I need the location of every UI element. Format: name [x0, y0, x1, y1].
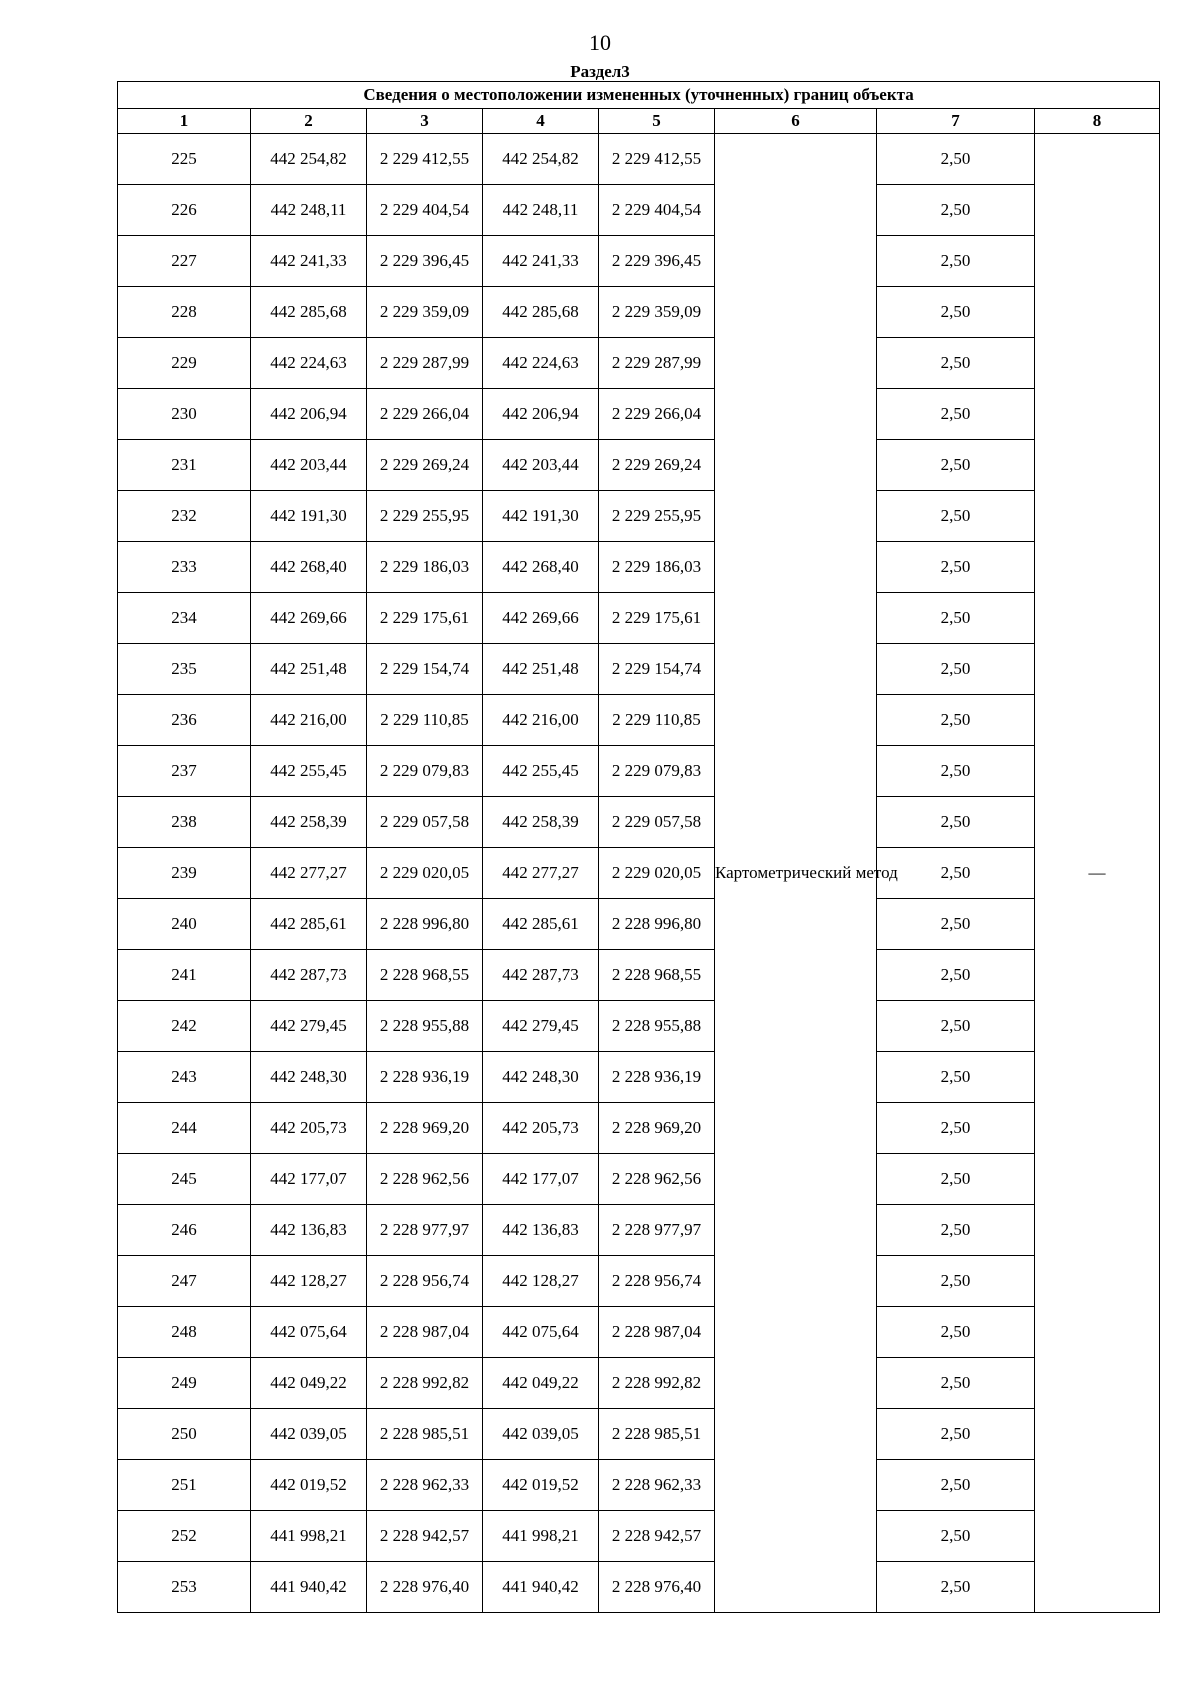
- table-row: [118, 1511, 1160, 1562]
- point-number-cell: 247: [118, 1256, 251, 1307]
- point-number-cell: 237: [118, 746, 251, 797]
- x-existing-cell: 442 205,73: [251, 1103, 367, 1154]
- boundary-coordinates-table: [117, 81, 1160, 1613]
- column-number-row: [118, 109, 1160, 134]
- table-row: [118, 1052, 1160, 1103]
- y-refined-cell: 2 229 175,61: [599, 593, 715, 644]
- table-row: [118, 746, 1160, 797]
- y-refined-cell: 2 228 936,19: [599, 1052, 715, 1103]
- y-refined-cell: 2 229 266,04: [599, 389, 715, 440]
- table-row: [118, 1103, 1160, 1154]
- note-cell: —: [1035, 134, 1160, 1613]
- y-existing-cell: 2 229 396,45: [367, 236, 483, 287]
- y-existing-cell: 2 228 992,82: [367, 1358, 483, 1409]
- column-header-6: 6: [715, 109, 877, 134]
- x-refined-cell: 442 049,22: [483, 1358, 599, 1409]
- x-refined-cell: 442 075,64: [483, 1307, 599, 1358]
- table-row: [118, 1256, 1160, 1307]
- table-row: [118, 695, 1160, 746]
- point-number-cell: 233: [118, 542, 251, 593]
- table-row: [118, 440, 1160, 491]
- y-refined-cell: 2 229 255,95: [599, 491, 715, 542]
- y-refined-cell: 2 228 962,56: [599, 1154, 715, 1205]
- point-number-cell: 250: [118, 1409, 251, 1460]
- precision-cell: 2,50: [877, 950, 1035, 1001]
- x-refined-cell: 441 940,42: [483, 1562, 599, 1613]
- point-number-cell: 238: [118, 797, 251, 848]
- precision-cell: 2,50: [877, 338, 1035, 389]
- point-number-cell: 232: [118, 491, 251, 542]
- point-number-cell: 251: [118, 1460, 251, 1511]
- x-existing-cell: 442 258,39: [251, 797, 367, 848]
- precision-cell: 2,50: [877, 1205, 1035, 1256]
- precision-cell: 2,50: [877, 1460, 1035, 1511]
- x-existing-cell: 441 940,42: [251, 1562, 367, 1613]
- x-existing-cell: 442 277,27: [251, 848, 367, 899]
- y-existing-cell: 2 229 359,09: [367, 287, 483, 338]
- point-number-cell: 225: [118, 134, 251, 185]
- precision-cell: 2,50: [877, 746, 1035, 797]
- precision-cell: 2,50: [877, 236, 1035, 287]
- x-refined-cell: 442 285,68: [483, 287, 599, 338]
- precision-cell: 2,50: [877, 593, 1035, 644]
- x-refined-cell: 442 279,45: [483, 1001, 599, 1052]
- table-row: [118, 644, 1160, 695]
- precision-cell: 2,50: [877, 1562, 1035, 1613]
- y-refined-cell: 2 228 977,97: [599, 1205, 715, 1256]
- point-number-cell: 229: [118, 338, 251, 389]
- precision-cell: 2,50: [877, 440, 1035, 491]
- y-existing-cell: 2 229 079,83: [367, 746, 483, 797]
- column-header-8: 8: [1035, 109, 1160, 134]
- y-refined-cell: 2 229 079,83: [599, 746, 715, 797]
- y-existing-cell: 2 228 977,97: [367, 1205, 483, 1256]
- precision-cell: 2,50: [877, 1001, 1035, 1052]
- table-row: [118, 1409, 1160, 1460]
- y-existing-cell: 2 229 110,85: [367, 695, 483, 746]
- point-number-cell: 244: [118, 1103, 251, 1154]
- point-number-cell: 230: [118, 389, 251, 440]
- column-header-2: 2: [251, 109, 367, 134]
- x-refined-cell: 442 136,83: [483, 1205, 599, 1256]
- y-existing-cell: 2 228 962,33: [367, 1460, 483, 1511]
- x-refined-cell: 442 039,05: [483, 1409, 599, 1460]
- precision-cell: 2,50: [877, 797, 1035, 848]
- point-number-cell: 226: [118, 185, 251, 236]
- table-row: [118, 389, 1160, 440]
- column-header-5: 5: [599, 109, 715, 134]
- x-refined-cell: 442 203,44: [483, 440, 599, 491]
- table-row: [118, 848, 1160, 899]
- precision-cell: 2,50: [877, 899, 1035, 950]
- table-row: [118, 134, 1160, 185]
- table-row: [118, 287, 1160, 338]
- table-caption: Сведения о местоположении измененных (уточненных) границ объекта: [118, 82, 1160, 109]
- y-refined-cell: 2 228 942,57: [599, 1511, 715, 1562]
- point-number-cell: 253: [118, 1562, 251, 1613]
- x-existing-cell: 442 136,83: [251, 1205, 367, 1256]
- x-existing-cell: 442 248,11: [251, 185, 367, 236]
- x-existing-cell: 442 075,64: [251, 1307, 367, 1358]
- x-existing-cell: 442 019,52: [251, 1460, 367, 1511]
- y-refined-cell: 2 228 985,51: [599, 1409, 715, 1460]
- y-refined-cell: 2 228 968,55: [599, 950, 715, 1001]
- point-number-cell: 246: [118, 1205, 251, 1256]
- y-existing-cell: 2 228 996,80: [367, 899, 483, 950]
- y-refined-cell: 2 228 992,82: [599, 1358, 715, 1409]
- x-refined-cell: 441 998,21: [483, 1511, 599, 1562]
- point-number-cell: 240: [118, 899, 251, 950]
- y-existing-cell: 2 229 404,54: [367, 185, 483, 236]
- precision-cell: 2,50: [877, 1154, 1035, 1205]
- precision-cell: 2,50: [877, 1511, 1035, 1562]
- x-refined-cell: 442 191,30: [483, 491, 599, 542]
- point-number-cell: 236: [118, 695, 251, 746]
- precision-cell: 2,50: [877, 644, 1035, 695]
- y-existing-cell: 2 229 154,74: [367, 644, 483, 695]
- x-refined-cell: 442 277,27: [483, 848, 599, 899]
- y-existing-cell: 2 229 269,24: [367, 440, 483, 491]
- y-refined-cell: 2 228 955,88: [599, 1001, 715, 1052]
- x-refined-cell: 442 019,52: [483, 1460, 599, 1511]
- x-existing-cell: 442 251,48: [251, 644, 367, 695]
- precision-cell: 2,50: [877, 1256, 1035, 1307]
- y-refined-cell: 2 229 269,24: [599, 440, 715, 491]
- table-row: [118, 185, 1160, 236]
- y-refined-cell: 2 229 396,45: [599, 236, 715, 287]
- x-existing-cell: 442 279,45: [251, 1001, 367, 1052]
- x-refined-cell: 442 268,40: [483, 542, 599, 593]
- y-existing-cell: 2 229 287,99: [367, 338, 483, 389]
- point-number-cell: 242: [118, 1001, 251, 1052]
- y-refined-cell: 2 228 969,20: [599, 1103, 715, 1154]
- x-refined-cell: 442 177,07: [483, 1154, 599, 1205]
- column-header-3: 3: [367, 109, 483, 134]
- table-row: [118, 542, 1160, 593]
- table-row: [118, 593, 1160, 644]
- point-number-cell: 227: [118, 236, 251, 287]
- x-refined-cell: 442 206,94: [483, 389, 599, 440]
- y-refined-cell: 2 229 154,74: [599, 644, 715, 695]
- table-row: [118, 1001, 1160, 1052]
- table-row: [118, 1205, 1160, 1256]
- x-existing-cell: 442 177,07: [251, 1154, 367, 1205]
- x-refined-cell: 442 269,66: [483, 593, 599, 644]
- y-existing-cell: 2 229 255,95: [367, 491, 483, 542]
- x-existing-cell: 442 285,68: [251, 287, 367, 338]
- x-refined-cell: 442 255,45: [483, 746, 599, 797]
- precision-cell: 2,50: [877, 542, 1035, 593]
- table-row: [118, 797, 1160, 848]
- x-refined-cell: 442 285,61: [483, 899, 599, 950]
- precision-cell: 2,50: [877, 695, 1035, 746]
- x-existing-cell: 442 285,61: [251, 899, 367, 950]
- x-refined-cell: 442 216,00: [483, 695, 599, 746]
- y-existing-cell: 2 229 175,61: [367, 593, 483, 644]
- x-refined-cell: 442 224,63: [483, 338, 599, 389]
- column-header-7: 7: [877, 109, 1035, 134]
- point-number-cell: 235: [118, 644, 251, 695]
- point-number-cell: 245: [118, 1154, 251, 1205]
- y-refined-cell: 2 229 110,85: [599, 695, 715, 746]
- precision-cell: 2,50: [877, 287, 1035, 338]
- table-row: [118, 1307, 1160, 1358]
- x-existing-cell: 442 248,30: [251, 1052, 367, 1103]
- y-refined-cell: 2 229 359,09: [599, 287, 715, 338]
- x-refined-cell: 442 248,30: [483, 1052, 599, 1103]
- x-existing-cell: 442 268,40: [251, 542, 367, 593]
- x-existing-cell: 442 241,33: [251, 236, 367, 287]
- table-row: [118, 1460, 1160, 1511]
- point-number-cell: 248: [118, 1307, 251, 1358]
- x-refined-cell: 442 248,11: [483, 185, 599, 236]
- table-row: [118, 236, 1160, 287]
- y-refined-cell: 2 229 404,54: [599, 185, 715, 236]
- y-refined-cell: 2 229 057,58: [599, 797, 715, 848]
- column-header-4: 4: [483, 109, 599, 134]
- y-existing-cell: 2 228 976,40: [367, 1562, 483, 1613]
- table-row: [118, 950, 1160, 1001]
- x-existing-cell: 442 254,82: [251, 134, 367, 185]
- y-existing-cell: 2 229 020,05: [367, 848, 483, 899]
- x-refined-cell: 442 205,73: [483, 1103, 599, 1154]
- precision-cell: 2,50: [877, 1052, 1035, 1103]
- precision-cell: 2,50: [877, 1307, 1035, 1358]
- y-existing-cell: 2 228 969,20: [367, 1103, 483, 1154]
- point-number-cell: 252: [118, 1511, 251, 1562]
- precision-cell: 2,50: [877, 134, 1035, 185]
- precision-cell: 2,50: [877, 848, 1035, 899]
- x-refined-cell: 442 241,33: [483, 236, 599, 287]
- x-existing-cell: 442 203,44: [251, 440, 367, 491]
- y-existing-cell: 2 228 956,74: [367, 1256, 483, 1307]
- y-existing-cell: 2 228 985,51: [367, 1409, 483, 1460]
- y-refined-cell: 2 229 020,05: [599, 848, 715, 899]
- x-existing-cell: 442 039,05: [251, 1409, 367, 1460]
- table-row: [118, 491, 1160, 542]
- precision-cell: 2,50: [877, 389, 1035, 440]
- x-existing-cell: 442 206,94: [251, 389, 367, 440]
- y-refined-cell: 2 228 956,74: [599, 1256, 715, 1307]
- table-row: [118, 338, 1160, 389]
- point-number-cell: 234: [118, 593, 251, 644]
- y-existing-cell: 2 228 962,56: [367, 1154, 483, 1205]
- y-refined-cell: 2 228 976,40: [599, 1562, 715, 1613]
- x-existing-cell: 442 255,45: [251, 746, 367, 797]
- y-refined-cell: 2 228 996,80: [599, 899, 715, 950]
- page-number: 10: [589, 30, 611, 55]
- x-existing-cell: 442 287,73: [251, 950, 367, 1001]
- x-existing-cell: 442 191,30: [251, 491, 367, 542]
- method-cell: Картометрический метод: [715, 134, 877, 1613]
- x-refined-cell: 442 287,73: [483, 950, 599, 1001]
- x-existing-cell: 442 128,27: [251, 1256, 367, 1307]
- table-body: [118, 134, 1160, 1613]
- point-number-cell: 228: [118, 287, 251, 338]
- x-existing-cell: 442 049,22: [251, 1358, 367, 1409]
- y-existing-cell: 2 229 266,04: [367, 389, 483, 440]
- point-number-cell: 239: [118, 848, 251, 899]
- x-existing-cell: 441 998,21: [251, 1511, 367, 1562]
- precision-cell: 2,50: [877, 1103, 1035, 1154]
- x-refined-cell: 442 128,27: [483, 1256, 599, 1307]
- y-existing-cell: 2 228 936,19: [367, 1052, 483, 1103]
- y-refined-cell: 2 229 186,03: [599, 542, 715, 593]
- point-number-cell: 231: [118, 440, 251, 491]
- table-row: [118, 1358, 1160, 1409]
- y-refined-cell: 2 228 962,33: [599, 1460, 715, 1511]
- y-existing-cell: 2 228 968,55: [367, 950, 483, 1001]
- y-existing-cell: 2 229 412,55: [367, 134, 483, 185]
- y-refined-cell: 2 229 287,99: [599, 338, 715, 389]
- table-row: [118, 1154, 1160, 1205]
- point-number-cell: 249: [118, 1358, 251, 1409]
- y-refined-cell: 2 229 412,55: [599, 134, 715, 185]
- y-existing-cell: 2 229 186,03: [367, 542, 483, 593]
- section-title: Раздел3: [570, 62, 630, 81]
- point-number-cell: 243: [118, 1052, 251, 1103]
- y-existing-cell: 2 228 942,57: [367, 1511, 483, 1562]
- y-existing-cell: 2 228 955,88: [367, 1001, 483, 1052]
- x-refined-cell: 442 258,39: [483, 797, 599, 848]
- table-row: [118, 1562, 1160, 1613]
- precision-cell: 2,50: [877, 1358, 1035, 1409]
- precision-cell: 2,50: [877, 1409, 1035, 1460]
- column-header-1: 1: [118, 109, 251, 134]
- x-refined-cell: 442 254,82: [483, 134, 599, 185]
- precision-cell: 2,50: [877, 185, 1035, 236]
- y-existing-cell: 2 229 057,58: [367, 797, 483, 848]
- y-refined-cell: 2 228 987,04: [599, 1307, 715, 1358]
- y-existing-cell: 2 228 987,04: [367, 1307, 483, 1358]
- x-existing-cell: 442 269,66: [251, 593, 367, 644]
- x-existing-cell: 442 224,63: [251, 338, 367, 389]
- table-row: [118, 899, 1160, 950]
- x-refined-cell: 442 251,48: [483, 644, 599, 695]
- precision-cell: 2,50: [877, 491, 1035, 542]
- point-number-cell: 241: [118, 950, 251, 1001]
- x-existing-cell: 442 216,00: [251, 695, 367, 746]
